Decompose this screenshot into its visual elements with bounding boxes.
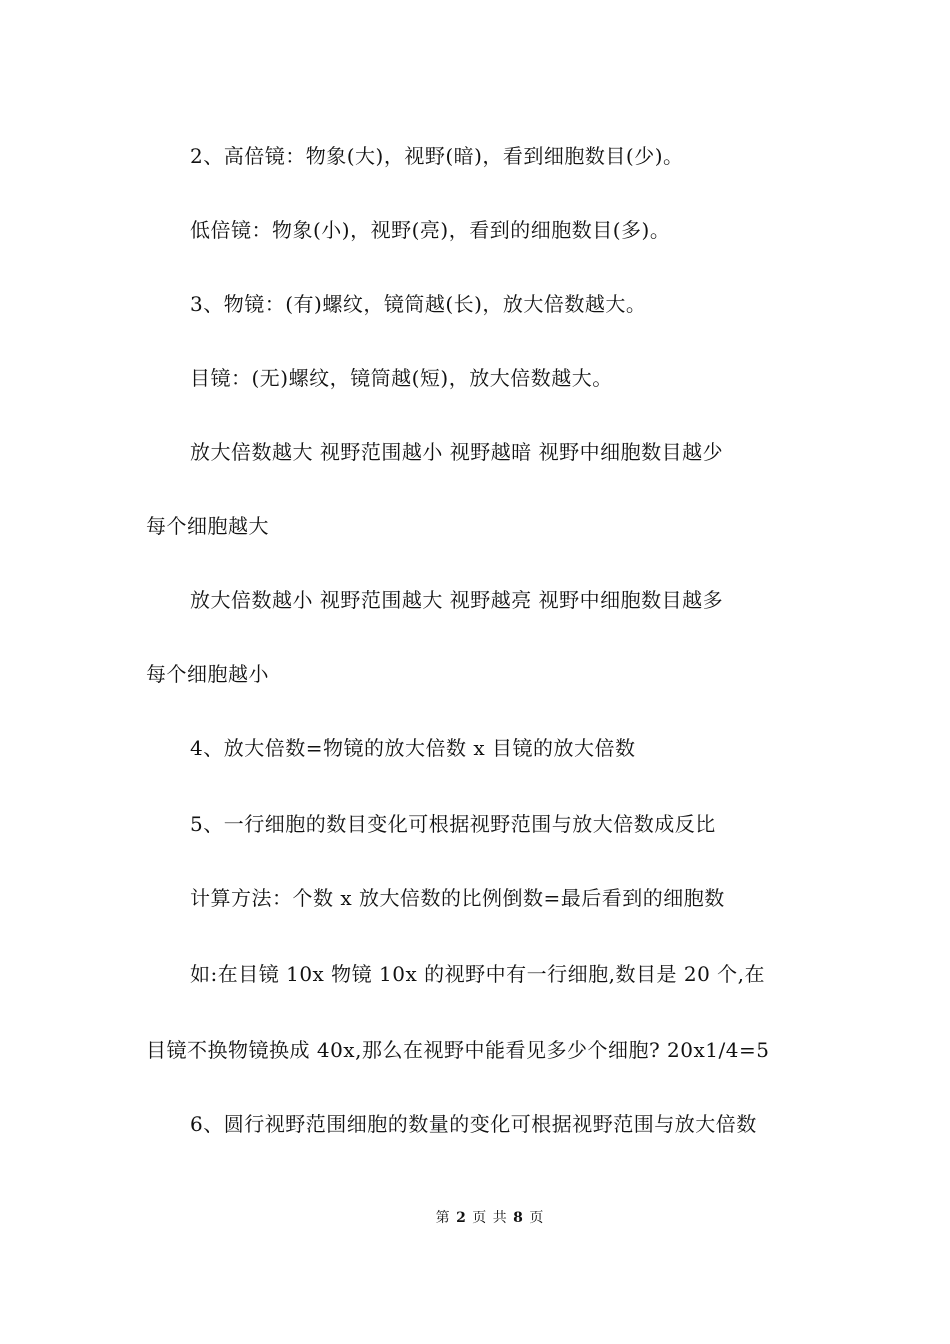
current-page-number: 2 (456, 1210, 467, 1226)
footer-middle: 页 共 (472, 1210, 508, 1226)
paragraph-line: 目镜：(无)螺纹，镜筒越(短)，放大倍数越大。 (190, 366, 613, 390)
footer-suffix: 页 (529, 1210, 545, 1226)
paragraph-line: 放大倍数越小 视野范围越大 视野越亮 视野中细胞数目越多 (190, 588, 724, 612)
paragraph-line: 如:在目镜 10x 物镜 10x 的视野中有一行细胞,数目是 20 个,在 (190, 962, 766, 986)
paragraph-line: 每个细胞越大 (146, 514, 269, 538)
footer-prefix: 第 (435, 1210, 451, 1226)
paragraph-line: 目镜不换物镜换成 40x,那么在视野中能看见多少个细胞? 20x1/4=5 (146, 1038, 770, 1062)
paragraph-line: 每个细胞越小 (146, 662, 269, 686)
paragraph-line: 6、圆行视野范围细胞的数量的变化可根据视野范围与放大倍数 (190, 1112, 757, 1136)
paragraph-line: 计算方法：个数 x 放大倍数的比例倒数=最后看到的细胞数 (190, 886, 725, 910)
page-footer (0, 1209, 950, 1227)
paragraph-line: 4、放大倍数=物镜的放大倍数 x 目镜的放大倍数 (190, 736, 636, 760)
paragraph-line: 2、高倍镜：物象(大)，视野(暗)，看到细胞数目(少)。 (190, 144, 684, 168)
total-page-number: 8 (513, 1210, 524, 1226)
paragraph-line: 3、物镜：(有)螺纹，镜筒越(长)，放大倍数越大。 (190, 292, 647, 316)
paragraph-line: 低倍镜：物象(小)，视野(亮)，看到的细胞数目(多)。 (190, 218, 671, 242)
paragraph-line: 放大倍数越大 视野范围越小 视野越暗 视野中细胞数目越少 (190, 440, 724, 464)
paragraph-line: 5、一行细胞的数目变化可根据视野范围与放大倍数成反比 (190, 812, 716, 836)
